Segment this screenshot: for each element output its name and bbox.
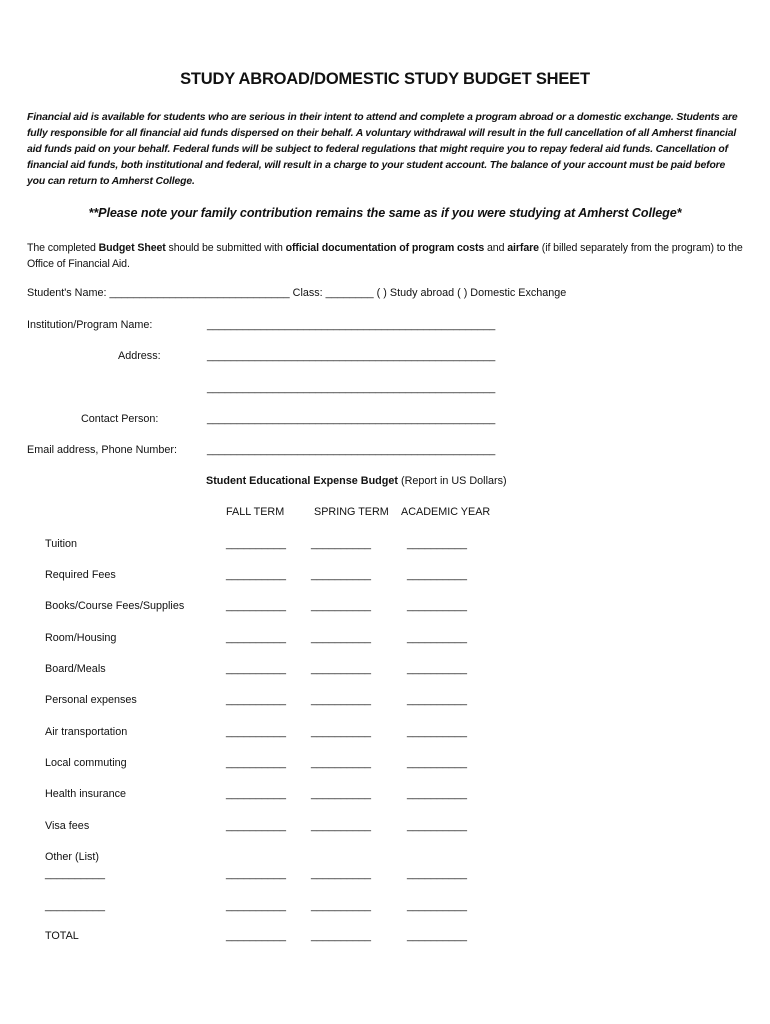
visa-fees-spring-field[interactable]: __________ — [311, 820, 372, 832]
institution-label: Institution/Program Name: — [27, 319, 153, 331]
column-fall-term: FALL TERM — [226, 506, 285, 518]
budget-heading-units: (Report in US Dollars) — [397, 475, 507, 487]
expense-label-room-housing: Room/Housing — [45, 632, 117, 644]
contact-person-label: Contact Person: — [81, 413, 159, 425]
address-field-1[interactable]: ________________________________________________ — [207, 350, 496, 362]
required-fees-fall-field[interactable]: __________ — [226, 569, 287, 581]
email-phone-field[interactable]: ________________________________________________ — [207, 444, 496, 456]
student-name-label: Student's Name: — [27, 287, 110, 299]
intro-paragraph: Financial aid is available for students who are serious in their intent to attend and complete a program abroad or a domestic exchange. Students are fully responsible for all financial aid funds dispersed on their behalf. A voluntary withdrawal will result in the full cancellation of all Amherst financial aid funds paid on your behalf. Federal funds will be subject to federal regulations that might require you to repay federal aid funds. Cancellation of financial aid funds, both institutional and federal, will result in a charge to your student account. The balance of your account must be paid before you can return to Amherst College. — [27, 112, 738, 187]
visa-fees-year-field[interactable]: __________ — [407, 820, 468, 832]
expense-label-health-insurance: Health insurance — [45, 788, 127, 800]
air-transportation-spring-field[interactable]: __________ — [311, 726, 372, 738]
local-commuting-year-field[interactable]: __________ — [407, 757, 468, 769]
expense-label-tuition: Tuition — [45, 538, 78, 550]
instr-text-3: and — [484, 242, 508, 254]
instr-bold-documentation: official documentation of program costs — [285, 242, 485, 254]
instr-bold-budget-sheet: Budget Sheet — [98, 242, 166, 254]
class-field[interactable]: ________ — [325, 287, 374, 299]
expense-label-personal-expenses: Personal expenses — [45, 694, 137, 706]
board-meals-spring-field[interactable]: __________ — [311, 663, 372, 675]
tuition-spring-field[interactable]: __________ — [311, 538, 372, 550]
total-spring-field[interactable]: __________ — [311, 930, 372, 942]
room-housing-spring-field[interactable]: __________ — [311, 632, 372, 644]
local-commuting-fall-field[interactable]: __________ — [226, 757, 287, 769]
budget-heading-bold: Student Educational Expense Budget — [206, 475, 398, 487]
expense-label-local-commuting: Local commuting — [45, 757, 127, 769]
books-course-fees-supplies-fall-field[interactable]: __________ — [226, 600, 287, 612]
other-1-fall-field[interactable]: __________ — [226, 868, 287, 880]
email-phone-label: Email address, Phone Number: — [27, 444, 178, 456]
expense-label-air-transportation: Air transportation — [45, 726, 128, 738]
health-insurance-spring-field[interactable]: __________ — [311, 788, 372, 800]
instr-bold-airfare: airfare — [507, 242, 539, 254]
other-2-fall-field[interactable]: __________ — [226, 900, 287, 912]
instr-text-2: should be submitted with — [165, 242, 286, 254]
tuition-fall-field[interactable]: __________ — [226, 538, 287, 550]
other-item-2-field[interactable]: __________ — [45, 900, 106, 912]
books-course-fees-supplies-year-field[interactable]: __________ — [407, 600, 468, 612]
expense-label-visa-fees: Visa fees — [45, 820, 90, 832]
other-2-year-field[interactable]: __________ — [407, 900, 468, 912]
expense-label-board-meals: Board/Meals — [45, 663, 106, 675]
address-field-2[interactable]: ________________________________________________ — [207, 382, 496, 394]
other-item-1-field[interactable]: __________ — [45, 868, 106, 880]
books-course-fees-supplies-spring-field[interactable]: __________ — [311, 600, 372, 612]
other-list-label: Other (List) — [45, 851, 99, 863]
instr-text-4: (if billed separately from the program) to the Office of Financial Aid. — [27, 242, 743, 270]
room-housing-year-field[interactable]: __________ — [407, 632, 468, 644]
family-contribution-note: **Please note your family contribution remains the same as if you were studying at Amherst College* — [88, 206, 682, 220]
program-type-options[interactable]: ( ) Study abroad ( ) Domestic Exchange — [373, 287, 567, 299]
column-spring-term: SPRING TERM — [314, 506, 389, 518]
total-label: TOTAL — [45, 930, 79, 942]
personal-expenses-spring-field[interactable]: __________ — [311, 694, 372, 706]
page-title: STUDY ABROAD/DOMESTIC STUDY BUDGET SHEET — [180, 70, 590, 88]
local-commuting-spring-field[interactable]: __________ — [311, 757, 372, 769]
other-1-year-field[interactable]: __________ — [407, 868, 468, 880]
class-label: Class: — [289, 287, 326, 299]
air-transportation-fall-field[interactable]: __________ — [226, 726, 287, 738]
expense-label-required-fees: Required Fees — [45, 569, 116, 581]
board-meals-year-field[interactable]: __________ — [407, 663, 468, 675]
submission-instructions — [27, 240, 743, 272]
required-fees-year-field[interactable]: __________ — [407, 569, 468, 581]
total-year-field[interactable]: __________ — [407, 930, 468, 942]
room-housing-fall-field[interactable]: __________ — [226, 632, 287, 644]
budget-heading — [206, 475, 507, 487]
instr-text-1: The completed — [27, 242, 99, 254]
required-fees-spring-field[interactable]: __________ — [311, 569, 372, 581]
board-meals-fall-field[interactable]: __________ — [226, 663, 287, 675]
other-2-spring-field[interactable]: __________ — [311, 900, 372, 912]
air-transportation-year-field[interactable]: __________ — [407, 726, 468, 738]
expense-label-books-course-fees-supplies: Books/Course Fees/Supplies — [45, 600, 185, 612]
personal-expenses-fall-field[interactable]: __________ — [226, 694, 287, 706]
institution-field[interactable]: ________________________________________________ — [207, 319, 496, 331]
contact-person-field[interactable]: ________________________________________________ — [207, 413, 496, 425]
column-academic-year: ACADEMIC YEAR — [401, 506, 491, 518]
other-1-spring-field[interactable]: __________ — [311, 868, 372, 880]
visa-fees-fall-field[interactable]: __________ — [226, 820, 287, 832]
health-insurance-year-field[interactable]: __________ — [407, 788, 468, 800]
student-name-line — [27, 287, 566, 299]
student-name-field[interactable]: ______________________________ — [109, 287, 290, 299]
tuition-year-field[interactable]: __________ — [407, 538, 468, 550]
address-label: Address: — [118, 350, 161, 362]
total-fall-field[interactable]: __________ — [226, 930, 287, 942]
health-insurance-fall-field[interactable]: __________ — [226, 788, 287, 800]
personal-expenses-year-field[interactable]: __________ — [407, 694, 468, 706]
